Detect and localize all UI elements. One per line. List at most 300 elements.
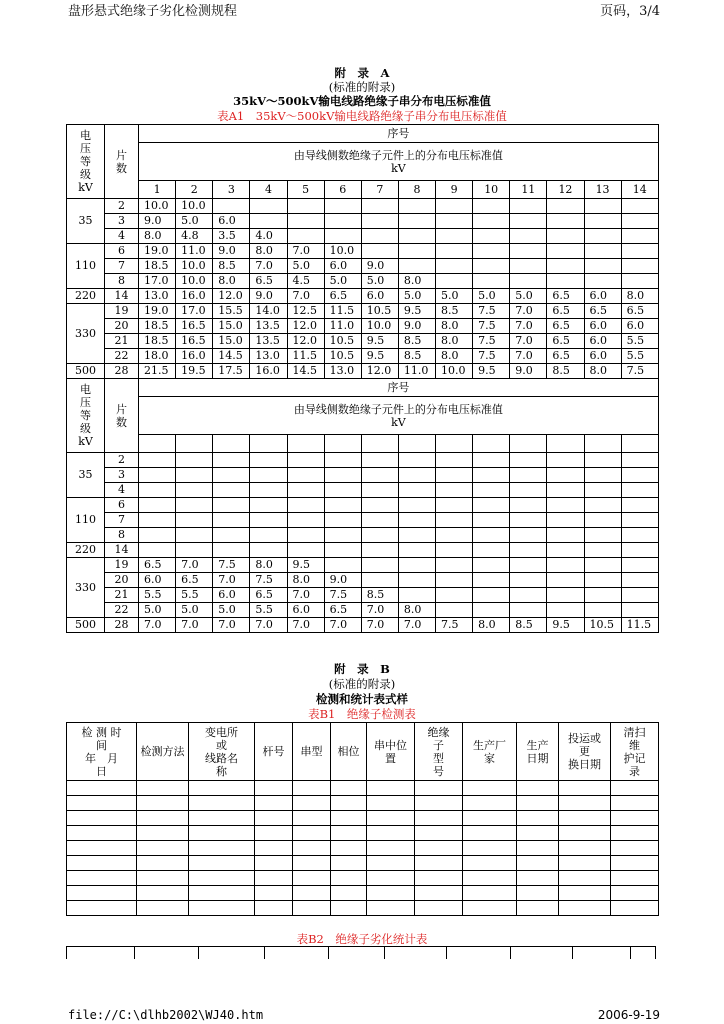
value-cell (436, 483, 473, 498)
value-cell (621, 588, 658, 603)
value-cell: 15.5 (213, 304, 250, 319)
b1-empty-cell (189, 811, 255, 826)
value-cell (584, 453, 621, 468)
voltage-cell: 35 (67, 199, 105, 244)
b2-column-divider (328, 947, 329, 959)
value-cell: 7.0 (176, 618, 213, 633)
value-cell (287, 199, 324, 214)
value-cell: 13.0 (250, 349, 287, 364)
value-cell: 8.5 (547, 364, 584, 379)
value-cell (250, 214, 287, 229)
value-cell (621, 199, 658, 214)
value-cell (547, 543, 584, 558)
value-cell (584, 573, 621, 588)
value-cell: 8.5 (361, 588, 398, 603)
b1-empty-cell (189, 826, 255, 841)
b1-column-header: 串型 (293, 723, 331, 781)
b1-empty-cell (137, 841, 189, 856)
value-cell: 8.5 (398, 349, 435, 364)
value-cell: 8.0 (398, 274, 435, 289)
table-a1-caption: 表A1 35kV～500kV输电线路绝缘子串分布电压标准值 (217, 109, 507, 123)
count-cell: 7 (105, 513, 139, 528)
seq-header: 序号 (139, 379, 659, 397)
seq-number (213, 435, 250, 453)
b2-column-divider (384, 947, 385, 959)
count-cell: 20 (105, 573, 139, 588)
b1-empty-cell (367, 781, 415, 796)
seq-number (324, 435, 361, 453)
value-cell: 7.0 (287, 244, 324, 259)
value-cell: 5.0 (361, 274, 398, 289)
value-cell: 7.0 (510, 304, 547, 319)
value-cell: 7.0 (287, 289, 324, 304)
b1-empty-cell (255, 826, 293, 841)
value-cell (473, 603, 510, 618)
value-cell: 5.5 (621, 349, 658, 364)
value-cell: 16.0 (250, 364, 287, 379)
b1-empty-cell (331, 811, 367, 826)
b1-empty-cell (517, 826, 559, 841)
value-cell (510, 229, 547, 244)
b1-empty-cell (293, 796, 331, 811)
value-cell (584, 468, 621, 483)
seq-number (250, 435, 287, 453)
value-cell (176, 543, 213, 558)
value-cell (473, 214, 510, 229)
value-cell (250, 453, 287, 468)
b1-empty-cell (415, 886, 463, 901)
b1-empty-cell (331, 871, 367, 886)
value-cell: 6.5 (547, 319, 584, 334)
value-cell: 4.8 (176, 229, 213, 244)
print-date: 2006-9-19 (597, 1008, 660, 1022)
voltage-cell: 330 (67, 558, 105, 618)
value-cell (398, 244, 435, 259)
value-cell (324, 483, 361, 498)
value-cell: 9.5 (547, 618, 584, 633)
value-cell (287, 483, 324, 498)
value-cell: 11.0 (398, 364, 435, 379)
value-cell (436, 603, 473, 618)
value-cell: 6.0 (213, 588, 250, 603)
value-cell: 6.5 (139, 558, 176, 573)
value-cell: 8.0 (621, 289, 658, 304)
value-cell: 9.5 (473, 364, 510, 379)
value-cell (398, 573, 435, 588)
value-cell: 11.5 (287, 349, 324, 364)
value-cell (547, 199, 584, 214)
value-cell (510, 244, 547, 259)
b1-empty-cell (293, 781, 331, 796)
b1-empty-cell (559, 811, 611, 826)
value-cell (436, 229, 473, 244)
value-cell: 9.0 (510, 364, 547, 379)
value-cell (287, 528, 324, 543)
b1-empty-cell (517, 781, 559, 796)
b1-empty-cell (255, 871, 293, 886)
b1-empty-cell (611, 796, 659, 811)
value-cell (250, 468, 287, 483)
value-cell: 19.5 (176, 364, 213, 379)
value-cell: 9.0 (250, 289, 287, 304)
value-cell: 8.0 (398, 603, 435, 618)
value-cell (436, 513, 473, 528)
value-cell: 9.0 (213, 244, 250, 259)
count-cell: 4 (105, 229, 139, 244)
value-cell (547, 603, 584, 618)
b1-empty-cell (517, 871, 559, 886)
value-cell: 7.0 (361, 603, 398, 618)
value-cell (547, 588, 584, 603)
b1-empty-cell (463, 826, 517, 841)
value-cell: 7.0 (361, 618, 398, 633)
value-cell: 8.0 (436, 349, 473, 364)
value-cell: 8.5 (510, 618, 547, 633)
value-cell: 5.0 (139, 603, 176, 618)
value-cell (547, 229, 584, 244)
b1-column-header: 生产厂 家 (463, 723, 517, 781)
value-cell: 15.0 (213, 334, 250, 349)
value-cell: 11.5 (621, 618, 658, 633)
b1-empty-cell (67, 886, 137, 901)
value-cell: 10.0 (436, 364, 473, 379)
seq-number: 5 (287, 181, 324, 199)
b1-empty-cell (67, 856, 137, 871)
value-cell: 14.5 (287, 364, 324, 379)
seq-number: 3 (213, 181, 250, 199)
b1-empty-cell (611, 871, 659, 886)
value-cell: 5.0 (176, 603, 213, 618)
b1-empty-cell (463, 856, 517, 871)
b1-empty-cell (255, 796, 293, 811)
b1-empty-cell (517, 886, 559, 901)
b1-empty-cell (559, 781, 611, 796)
value-cell (324, 453, 361, 468)
value-cell (473, 259, 510, 274)
table-b1-caption: 表B1 绝缘子检测表 (308, 707, 416, 721)
seq-number (510, 435, 547, 453)
value-cell (547, 498, 584, 513)
value-cell: 6.5 (176, 573, 213, 588)
seq-number: 1 (139, 181, 176, 199)
value-cell (398, 229, 435, 244)
value-cell (621, 274, 658, 289)
value-cell: 6.0 (361, 289, 398, 304)
b2-column-divider (572, 947, 573, 959)
value-cell (547, 558, 584, 573)
b1-empty-cell (331, 886, 367, 901)
value-cell (621, 603, 658, 618)
value-cell (510, 214, 547, 229)
value-cell (473, 498, 510, 513)
value-cell (473, 588, 510, 603)
seq-number (547, 435, 584, 453)
value-cell (547, 468, 584, 483)
count-cell: 8 (105, 528, 139, 543)
value-cell (436, 588, 473, 603)
b1-column-header: 绝缘 子 型 号 (415, 723, 463, 781)
value-cell (473, 543, 510, 558)
value-cell: 9.0 (139, 214, 176, 229)
b1-empty-cell (415, 841, 463, 856)
count-cell: 22 (105, 349, 139, 364)
value-cell: 7.0 (250, 618, 287, 633)
b1-empty-cell (137, 781, 189, 796)
value-cell (510, 274, 547, 289)
value-cell (621, 543, 658, 558)
value-cell: 6.0 (213, 214, 250, 229)
value-cell (510, 513, 547, 528)
value-cell: 9.5 (361, 334, 398, 349)
b1-empty-cell (517, 901, 559, 916)
value-cell (436, 453, 473, 468)
value-cell: 6.0 (139, 573, 176, 588)
b1-empty-cell (255, 811, 293, 826)
value-cell (473, 199, 510, 214)
value-cell (436, 558, 473, 573)
b1-empty-cell (137, 901, 189, 916)
b1-empty-cell (611, 826, 659, 841)
b1-empty-cell (331, 826, 367, 841)
table-b1 (66, 722, 659, 916)
value-cell: 16.5 (176, 319, 213, 334)
value-cell: 8.0 (250, 244, 287, 259)
value-cell: 11.0 (176, 244, 213, 259)
value-cell (324, 558, 361, 573)
value-cell: 6.5 (547, 334, 584, 349)
value-cell (621, 244, 658, 259)
b1-empty-cell (67, 811, 137, 826)
value-cell (398, 588, 435, 603)
value-cell (436, 468, 473, 483)
b1-empty-cell (611, 856, 659, 871)
value-cell: 7.0 (510, 334, 547, 349)
count-cell: 14 (105, 543, 139, 558)
b1-empty-cell (611, 886, 659, 901)
value-cell (436, 214, 473, 229)
b1-empty-cell (559, 901, 611, 916)
value-cell (361, 468, 398, 483)
value-cell: 19.0 (139, 244, 176, 259)
b1-empty-cell (463, 871, 517, 886)
value-cell: 5.0 (176, 214, 213, 229)
value-cell: 18.5 (139, 259, 176, 274)
value-cell (213, 453, 250, 468)
b1-empty-cell (331, 856, 367, 871)
b1-empty-cell (293, 811, 331, 826)
b1-empty-cell (559, 886, 611, 901)
value-cell (213, 468, 250, 483)
value-cell (473, 453, 510, 468)
value-cell (250, 543, 287, 558)
b1-empty-cell (293, 826, 331, 841)
value-cell (510, 588, 547, 603)
value-cell (176, 453, 213, 468)
value-cell (547, 453, 584, 468)
value-cell: 6.5 (324, 289, 361, 304)
value-cell (176, 498, 213, 513)
value-cell (139, 483, 176, 498)
value-cell (139, 543, 176, 558)
value-cell (361, 483, 398, 498)
b1-column-header: 串中位 置 (367, 723, 415, 781)
value-cell (584, 543, 621, 558)
b1-empty-cell (463, 841, 517, 856)
value-cell (584, 498, 621, 513)
value-cell (584, 513, 621, 528)
value-cell: 16.5 (176, 334, 213, 349)
b1-empty-cell (463, 901, 517, 916)
value-cell (287, 513, 324, 528)
document-title: 盘形悬式绝缘子劣化检测规程 (68, 4, 238, 19)
voltage-cell: 500 (67, 364, 105, 379)
voltage-cell: 35 (67, 453, 105, 498)
value-cell (213, 513, 250, 528)
value-cell (621, 229, 658, 244)
seq-number: 6 (324, 181, 361, 199)
value-cell (213, 483, 250, 498)
value-cell (324, 214, 361, 229)
value-cell (547, 513, 584, 528)
value-cell: 13.0 (324, 364, 361, 379)
value-cell (250, 498, 287, 513)
value-cell (139, 513, 176, 528)
value-cell (361, 244, 398, 259)
value-cell: 11.5 (324, 304, 361, 319)
value-cell (510, 528, 547, 543)
b1-empty-cell (293, 886, 331, 901)
value-cell (510, 543, 547, 558)
value-cell (213, 528, 250, 543)
b1-empty-cell (137, 856, 189, 871)
b1-empty-cell (331, 841, 367, 856)
value-cell: 6.0 (621, 319, 658, 334)
b1-column-header: 相位 (331, 723, 367, 781)
appendix-b-subtitle: 检测和统计表式样 (316, 692, 408, 706)
value-cell: 5.5 (250, 603, 287, 618)
seq-number (139, 435, 176, 453)
value-cell: 7.0 (398, 618, 435, 633)
value-cell (361, 498, 398, 513)
b1-empty-cell (255, 781, 293, 796)
value-cell (398, 483, 435, 498)
value-cell (436, 528, 473, 543)
value-cell: 9.5 (361, 349, 398, 364)
value-cell: 6.0 (324, 259, 361, 274)
value-cell (250, 528, 287, 543)
count-cell: 22 (105, 603, 139, 618)
value-cell: 12.0 (287, 334, 324, 349)
b1-empty-cell (559, 841, 611, 856)
value-cell (176, 468, 213, 483)
value-cell (436, 274, 473, 289)
value-cell: 17.5 (213, 364, 250, 379)
value-cell: 8.0 (213, 274, 250, 289)
value-cell (621, 483, 658, 498)
b2-column-divider (630, 947, 631, 959)
b1-empty-cell (331, 901, 367, 916)
value-cell: 5.5 (176, 588, 213, 603)
value-cell (510, 259, 547, 274)
value-cell (473, 229, 510, 244)
value-cell: 6.0 (287, 603, 324, 618)
value-cell (361, 453, 398, 468)
value-cell (436, 259, 473, 274)
value-cell: 5.0 (324, 274, 361, 289)
value-cell: 5.0 (213, 603, 250, 618)
value-cell: 13.5 (250, 334, 287, 349)
value-cell (436, 573, 473, 588)
count-cell: 14 (105, 289, 139, 304)
b1-empty-cell (331, 781, 367, 796)
value-cell (510, 558, 547, 573)
value-cell: 6.5 (547, 289, 584, 304)
value-cell: 13.0 (139, 289, 176, 304)
value-cell: 14.5 (213, 349, 250, 364)
value-cell (398, 468, 435, 483)
seq-number (436, 435, 473, 453)
b2-column-divider (655, 947, 656, 959)
value-cell: 7.0 (139, 618, 176, 633)
value-cell: 16.0 (176, 349, 213, 364)
value-cell (547, 214, 584, 229)
value-cell (510, 483, 547, 498)
value-cell (361, 558, 398, 573)
b1-empty-cell (367, 856, 415, 871)
value-cell: 7.0 (176, 558, 213, 573)
value-cell: 18.5 (139, 334, 176, 349)
value-cell: 7.0 (213, 573, 250, 588)
count-cell: 19 (105, 558, 139, 573)
seq-number: 14 (621, 181, 658, 199)
count-cell: 21 (105, 588, 139, 603)
value-cell: 7.0 (213, 618, 250, 633)
appendix-b-heading: 附 录 B (334, 662, 390, 676)
value-cell: 5.0 (287, 259, 324, 274)
seq-number (621, 435, 658, 453)
count-cell: 8 (105, 274, 139, 289)
value-cell (621, 259, 658, 274)
b1-empty-cell (517, 856, 559, 871)
value-cell (510, 468, 547, 483)
value-cell (213, 543, 250, 558)
value-cell (621, 573, 658, 588)
b1-empty-cell (189, 856, 255, 871)
value-cell: 8.5 (213, 259, 250, 274)
value-cell: 12.0 (361, 364, 398, 379)
value-cell (324, 513, 361, 528)
file-path: file://C:\dlhb2002\WJ40.htm (68, 1008, 264, 1022)
value-cell: 8.0 (436, 334, 473, 349)
value-cell (547, 573, 584, 588)
b1-empty-cell (517, 811, 559, 826)
b2-column-divider (66, 947, 67, 959)
b1-empty-cell (463, 796, 517, 811)
value-cell (139, 468, 176, 483)
value-cell (510, 199, 547, 214)
value-cell (547, 259, 584, 274)
value-cell: 16.0 (176, 289, 213, 304)
value-cell (547, 483, 584, 498)
value-cell: 18.0 (139, 349, 176, 364)
b1-empty-cell (67, 841, 137, 856)
b1-empty-cell (517, 841, 559, 856)
value-cell: 6.5 (547, 304, 584, 319)
value-cell (287, 468, 324, 483)
value-cell (176, 483, 213, 498)
value-cell (361, 513, 398, 528)
value-cell: 6.5 (547, 349, 584, 364)
